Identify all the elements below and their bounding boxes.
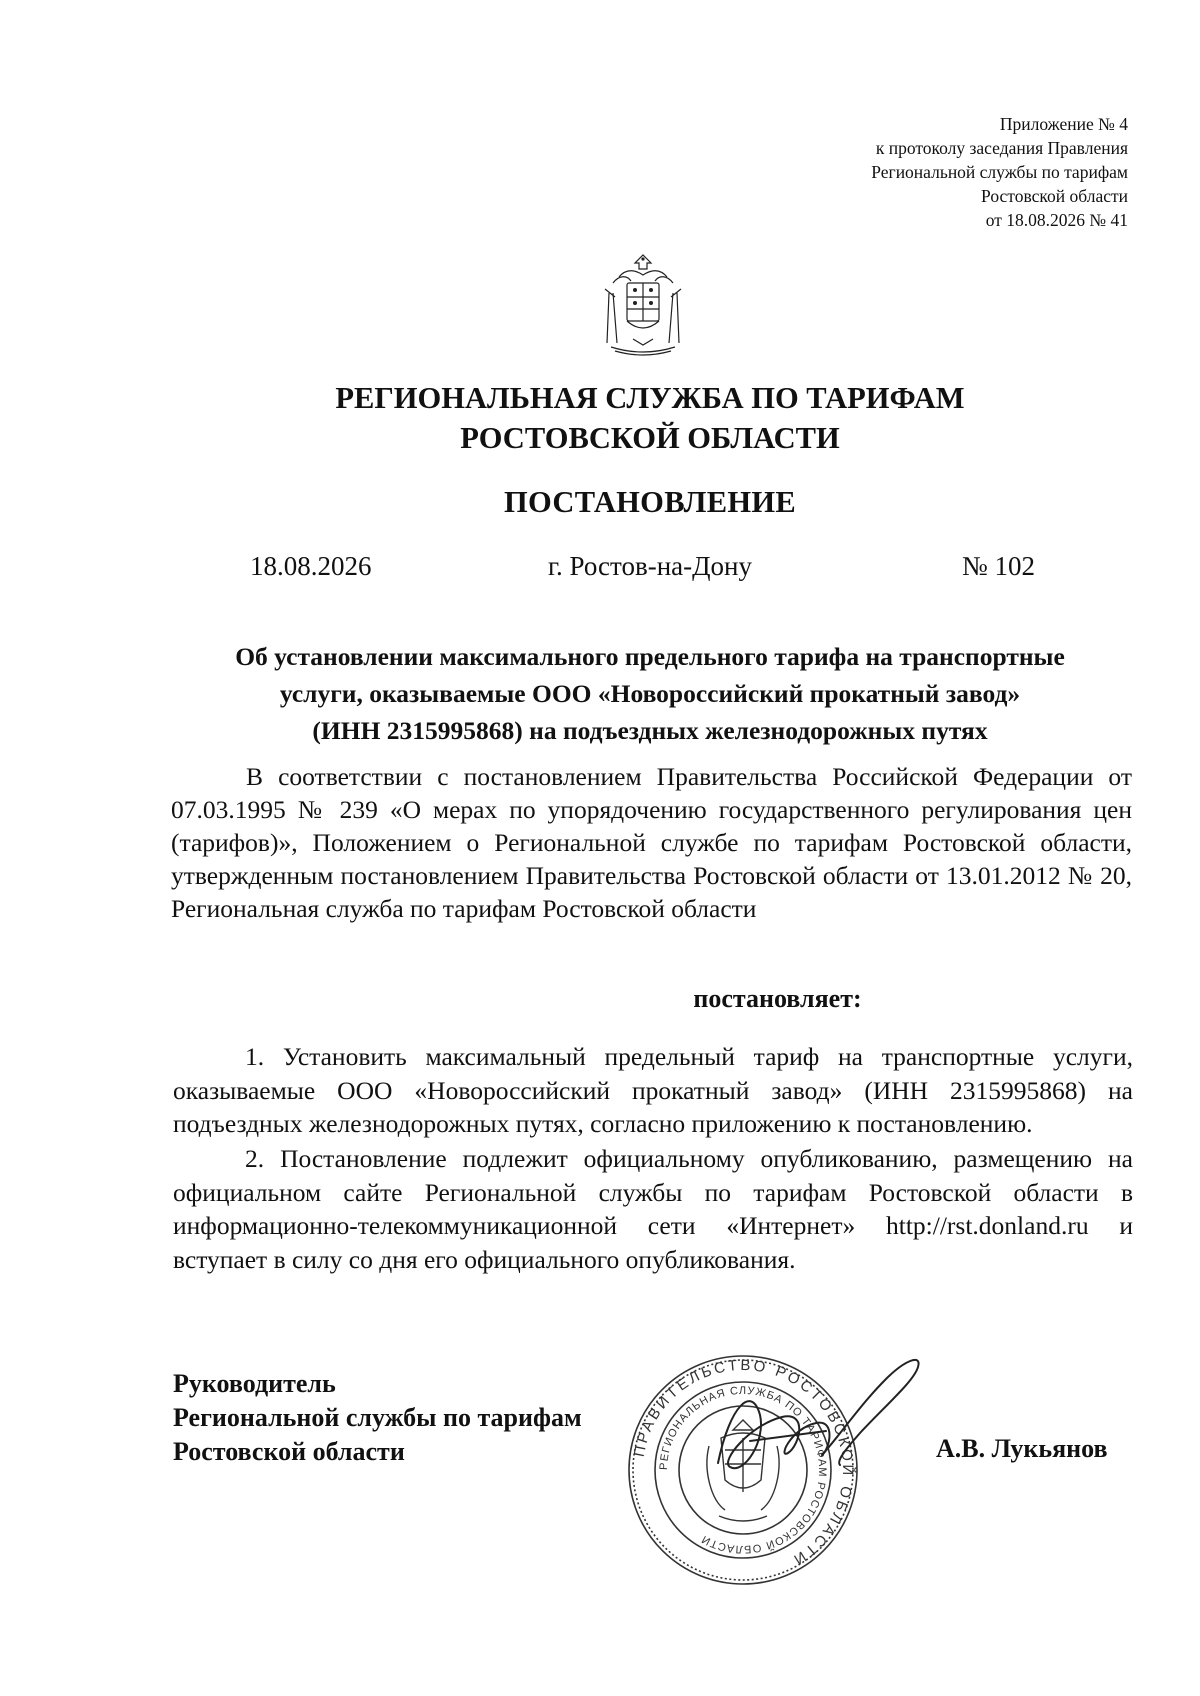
signatory-title-line: Руководитель (173, 1369, 336, 1398)
subject-line: (ИНН 2315995868) на подъездных железнодорожных путях (312, 716, 988, 745)
annex-line: к протоколу заседания Правления (875, 138, 1128, 158)
document-type: ПОСТАНОВЛЕНИЕ (503, 485, 797, 519)
document-subject (150, 638, 1150, 749)
seal-inner-text: РЕГИОНАЛЬНАЯ СЛУЖБА ПО ТАРИФАМ РОСТОВСКОЙ ОБЛАСТИ (657, 1384, 829, 1556)
signatory-title-line: Ростовской области (173, 1437, 405, 1466)
subject-line: Об установлении максимального предельного тарифа на транспортные (235, 642, 1065, 671)
legal-basis-paragraph: В соответствии с постановлением Правительства Российской Федерации от 07.03.1995 № 239 «О мерах по упорядочению государственного регулирования цен (тарифов)», Положением о Региональной службе по тарифам Ростовской области, утвержденным постановлением Правительства Ростовской области от 13.01.2012 № 20, Региональная служба по тарифам Ростовской области (171, 762, 1132, 923)
agency-title-line: РОСТОВСКОЙ ОБЛАСТИ (460, 421, 840, 455)
handwritten-signature-icon (690, 1345, 940, 1515)
decree-item-2: 2. Постановление подлежит официальному опубликованию, размещению на официальном сайте Региональной службы по тарифам Ростовской области в информационно-телекоммуникационной сети «Интернет» http://rst.donland.ru и вступает в силу со дня его официального опубликования. (173, 1144, 1133, 1274)
annex-reference (871, 112, 1128, 232)
document-date: 18.08.2026 (250, 551, 372, 581)
annex-line: Ростовской области (981, 186, 1128, 206)
annex-line: Приложение № 4 (999, 114, 1128, 134)
annex-line: Региональной службы по тарифам (871, 162, 1128, 182)
coat-of-arms-icon (597, 253, 689, 360)
agency-title-line: РЕГИОНАЛЬНАЯ СЛУЖБА ПО ТАРИФАМ (335, 381, 965, 415)
signatory-title-line: Региональной службы по тарифам (173, 1403, 582, 1432)
decree-heading: постановляет: (693, 984, 862, 1013)
annex-line: от 18.08.2026 № 41 (985, 210, 1128, 230)
signatory-title (173, 1367, 582, 1469)
document-number: № 102 (962, 551, 1036, 581)
agency-title (0, 378, 1200, 458)
signatory-name: А.В. Лукьянов (936, 1434, 1108, 1463)
document-city: г. Ростов-на-Дону (548, 551, 753, 581)
subject-line: услуги, оказываемые ООО «Новороссийский прокатный завод» (279, 679, 1021, 708)
seal-outer-text: ПРАВИТЕЛЬСТВО РОСТОВСКОЙ ОБЛАСТИ (630, 1356, 857, 1570)
decree-item-1: 1. Установить максимальный предельный тариф на транспортные услуги, оказываемые ООО «Новороссийский прокатный завод» (ИНН 2315995868) на подъездных железнодорожных путях, согласно приложению к постановлению. (173, 1042, 1133, 1138)
